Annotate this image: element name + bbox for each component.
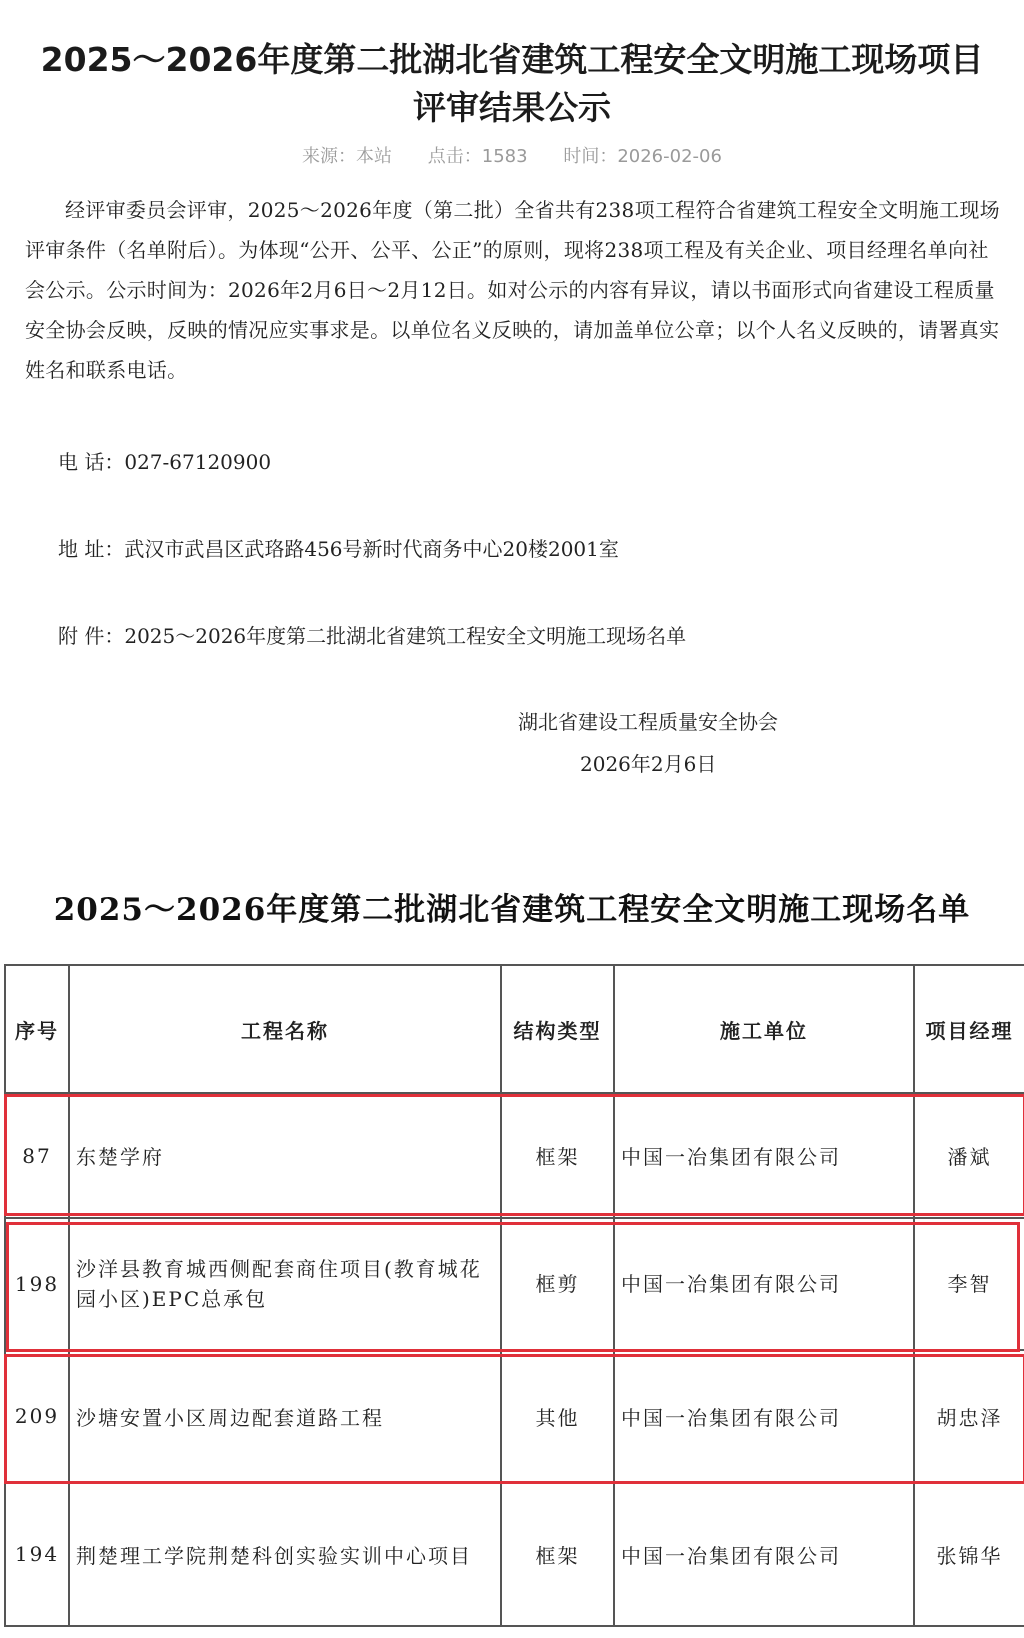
table-row xyxy=(5,1482,1024,1626)
cell-manager: 潘斌 xyxy=(914,1093,1024,1218)
title-line-1: 2025～2026年度第二批湖北省建筑工程安全文明施工现场项目 xyxy=(40,40,984,79)
cell-company: 中国一冶集团有限公司 xyxy=(614,1482,914,1626)
cell-manager: 李智 xyxy=(914,1218,1024,1350)
cell-no: 209 xyxy=(5,1350,69,1482)
header-company: 施工单位 xyxy=(614,965,914,1093)
table-row xyxy=(5,1093,1024,1218)
cell-name: 沙洋县教育城西侧配套商住项目(教育城花园小区)EPC总承包 xyxy=(69,1218,501,1350)
address-line: 地 址：武汉市武昌区武珞路456号新时代商务中心20楼2001室 xyxy=(58,537,619,561)
source-label: 来源：本站 xyxy=(302,146,393,167)
phone-line: 电 话：027-67120900 xyxy=(58,450,272,474)
signer: 湖北省建设工程质量安全协会 xyxy=(518,710,778,734)
table-header-row xyxy=(5,965,1024,1093)
cell-no: 87 xyxy=(5,1093,69,1218)
cell-structure: 其他 xyxy=(501,1350,614,1482)
attachment-link[interactable]: 附 件：2025～2026年度第二批湖北省建筑工程安全文明施工现场名单 xyxy=(58,624,687,648)
header-name: 工程名称 xyxy=(69,965,501,1093)
project-table xyxy=(4,964,1024,1627)
cell-company: 中国一冶集团有限公司 xyxy=(614,1218,914,1350)
header-manager: 项目经理 xyxy=(914,965,1024,1093)
header-structure: 结构类型 xyxy=(501,965,614,1093)
cell-structure: 框架 xyxy=(501,1093,614,1218)
cell-name: 沙塘安置小区周边配套道路工程 xyxy=(69,1350,501,1482)
cell-name: 东楚学府 xyxy=(69,1093,501,1218)
cell-manager: 张锦华 xyxy=(914,1482,1024,1626)
cell-company: 中国一冶集团有限公司 xyxy=(614,1350,914,1482)
cell-no: 194 xyxy=(5,1482,69,1626)
article-meta xyxy=(0,142,1024,168)
page-title xyxy=(20,36,1004,132)
cell-no: 198 xyxy=(5,1218,69,1350)
cell-structure: 框架 xyxy=(501,1482,614,1626)
title-line-2: 评审结果公示 xyxy=(413,88,611,127)
click-count: 点击：1583 xyxy=(427,146,528,167)
table-row xyxy=(5,1350,1024,1482)
cell-structure: 框剪 xyxy=(501,1218,614,1350)
publish-time: 时间：2026-02-06 xyxy=(563,146,722,167)
list-title: 2025～2026年度第二批湖北省建筑工程安全文明施工现场名单 xyxy=(53,892,971,928)
cell-manager: 胡忠泽 xyxy=(914,1350,1024,1482)
table-row xyxy=(5,1218,1024,1350)
cell-company: 中国一冶集团有限公司 xyxy=(614,1093,914,1218)
header-no: 序号 xyxy=(5,965,69,1093)
cell-name: 荆楚理工学院荆楚科创实验实训中心项目 xyxy=(69,1482,501,1626)
sign-date: 2026年2月6日 xyxy=(580,752,717,776)
announcement-paragraph: 经评审委员会评审，2025～2026年度（第二批）全省共有238项工程符合省建筑工程安全文明施工现场评审条件（名单附后）。为体现“公开、公平、公正”的原则，现将238项工程及有关企业、项目经理名单向社会公示。公示时间为：2026年2月6日～2月12日。如对公示的内容有异议，请以书面形式向省建设工程质量安全协会反映，反映的情况应实事求是。以单位名义反映的，请加盖单位公章；以个人名义反映的，请署真实姓名和联系电话。 xyxy=(25,198,1000,382)
